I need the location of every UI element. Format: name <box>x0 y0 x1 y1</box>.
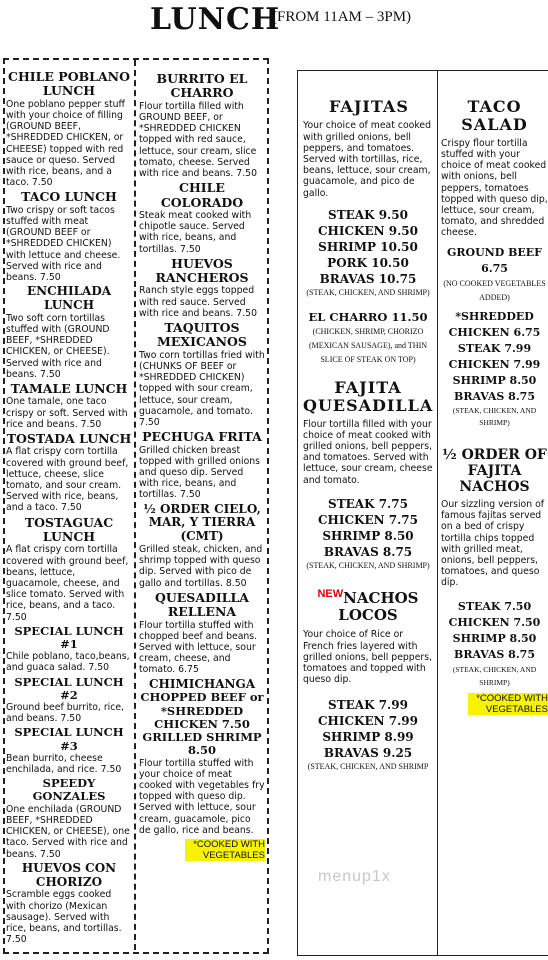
fajitas-column-divider <box>437 70 438 956</box>
item-title: NACHOS <box>343 588 419 607</box>
bravas-note: (STEAK, CHICKEN, AND SHRIMP) <box>306 560 430 570</box>
price-shredded-chicken: *SHREDDED CHICKEN 6.75 <box>448 309 541 339</box>
item-title: CHIMICHANGA <box>148 676 256 691</box>
item-title: ½ ORDER OF <box>442 446 547 463</box>
item-desc: Scramble eggs cooked with chorizo (Mexican sausage). Served with rice, beans, and tortillas. 7.50 <box>6 889 122 946</box>
price-shrimp: SHRIMP 8.50 <box>452 631 537 645</box>
cooked-with-vegetables-note: *COOKED WITH VEGETABLES <box>468 693 548 715</box>
lunch-column-divider <box>134 60 136 950</box>
price-chicken: CHICKEN 7.99 <box>317 714 418 729</box>
item-desc: Flour tortilla filled with GROUND BEEF, or *SHREDDED CHICKEN topped with red sauce, lettuce, sour cream, slice tomato, cheese. Served with rice and beans. 7.50 <box>139 100 257 179</box>
menu-item-nachos-locos <box>303 588 433 774</box>
price-shrimp: SHRIMP 8.50 <box>452 373 537 387</box>
item-title: RANCHEROS <box>155 270 249 286</box>
menu-header <box>0 0 548 40</box>
item-desc: One tamale, one taco crispy or soft. Served with rice and beans. 7.50 <box>6 396 128 430</box>
item-title: LOCOS <box>338 606 398 625</box>
item-desc: A flat crispy corn tortilla covered with ground beef, lettuce, cheese, slice tomato, and sour cream. Served with rice, beans, and a taco. 7.50 <box>6 446 129 514</box>
item-desc: Your choice of meat cooked with grilled onions, bell peppers, and tomatoes. Served with tortillas, rice, beans, lettuce, sour cream, guacamole, and pico de gallo. <box>303 120 432 199</box>
price-bravas: BRAVAS 8.75 <box>454 647 535 661</box>
bravas-note: (STEAK, CHICKEN, AND SHRIMP) <box>306 287 430 297</box>
item-desc: One enchilada (GROUND BEEF, *SHREDDED CHICKEN, or CHEESE), one taco. Served with rice and beans. 7.50 <box>6 803 130 860</box>
menu-item-chile-poblano <box>6 70 132 188</box>
cooked-with-vegetables-note: *COOKED WITH VEGETABLES <box>185 839 265 861</box>
item-title: LUNCH <box>42 528 96 544</box>
item-desc: A flat crispy corn tortilla covered with ground beef, beans, lettuce, guacamole, cheese, and slice tomato. Served with rice, beans, and a taco. 7.50 <box>6 544 129 623</box>
el-charro-block <box>303 309 433 367</box>
menu-item-chile-colorado <box>139 181 265 255</box>
item-desc: Flour tortilla filled with your choice of meat cooked with grilled onions, bell peppers, and tomatoes. Served with lettuce, sour cream, cheese and tomato. <box>303 418 433 486</box>
menu-item-pechuga-frita <box>139 430 265 500</box>
item-desc: One poblano pepper stuff with your choice of filling (GROUND BEEF, *SHREDDED CHICKEN, or CHEESE) topped with red sauce or queso. Served with rice, beans, and a taco. 7.50 <box>6 98 125 189</box>
price-bravas: BRAVAS 8.75 <box>323 544 413 559</box>
price-shrimp: SHRIMP 8.99 <box>322 730 414 745</box>
item-title: SALAD <box>461 115 528 135</box>
item-desc: Two crispy or soft tacos stuffed with meat (GROUND BEEF or *SHREDDED CHICKEN) with lettuce and cheese. Served with rice and beans. 7.50 <box>6 204 121 283</box>
item-title: NACHOS <box>459 478 530 495</box>
menu-item-speedy-gonzales <box>6 777 132 859</box>
price-pork: PORK 10.50 <box>327 255 409 270</box>
menu-item-quesadilla-rellena <box>139 591 265 676</box>
item-title: TAMALE LUNCH <box>10 380 128 396</box>
item-option: GRILLED SHRIMP <box>142 730 262 745</box>
item-title: FAJITA <box>334 377 402 397</box>
price-chicken: CHICKEN 7.50 <box>448 615 541 629</box>
menu-item-enchilada-lunch <box>6 285 132 380</box>
item-title: QUESADILLA <box>154 589 249 605</box>
item-title: LUNCH <box>42 83 96 99</box>
price-shrimp: SHRIMP 10.50 <box>318 239 418 254</box>
item-title: CHILE COLORADO <box>160 180 244 210</box>
bravas-note: SHRIMP) <box>479 677 510 687</box>
price-list <box>441 309 548 429</box>
watermark: menup1x <box>318 868 391 885</box>
item-desc: Steak meat cooked with chipotle sauce. Served with rice, beans, and tortillas. 7.50 <box>139 209 252 255</box>
menu-item-tostada-lunch <box>6 432 132 514</box>
menu-item-taco-lunch <box>6 190 132 283</box>
menu-item-huevos-chorizo <box>6 862 132 946</box>
item-title: FAJITAS <box>329 98 409 116</box>
item-title: ½ ORDER CIELO, <box>143 501 261 516</box>
price-steak: STEAK 7.99 <box>457 341 532 355</box>
fajitas-column-right <box>441 98 548 954</box>
page-title: LUNCH <box>150 2 281 37</box>
item-title: TOSTAGUAC <box>24 514 114 530</box>
item-title: SPEEDY GONZALES <box>32 776 106 804</box>
price-steak: STEAK 7.75 <box>328 496 408 511</box>
el-charro-note: (MEXICAN SAUSAGE), and THIN <box>308 340 428 350</box>
bravas-note: (STEAK, CHICKEN, AND <box>452 664 537 674</box>
item-title: QUESADILLA <box>303 396 433 416</box>
item-option: CHOPPED BEEF or <box>140 690 264 705</box>
menu-item-taquitos <box>139 321 265 428</box>
menu-item-tamale-lunch <box>6 382 132 430</box>
item-option: CHICKEN 7.50 <box>154 716 250 731</box>
price-bravas: BRAVAS 10.75 <box>319 271 417 286</box>
item-option: *SHREDDED <box>160 703 244 718</box>
item-desc: Your choice of Rice or French fries layered with grilled onions, bell peppers, tomatoes and topped with queso dip. <box>303 629 433 686</box>
menu-item-burrito-charro <box>139 72 265 179</box>
item-title: MAR, Y TIERRA <box>148 515 256 530</box>
price-list <box>441 599 548 689</box>
item-title: CHORIZO <box>35 874 103 889</box>
item-desc: Grilled chicken breast topped with grilled onions and queso dip. Served with rice, beans, and tortillas. 7.50 <box>139 444 261 501</box>
price-list <box>303 697 433 773</box>
menu-item-chimichanga <box>139 678 265 836</box>
item-title: MEXICANOS <box>157 334 247 350</box>
menu-item-fajitas <box>303 98 433 367</box>
item-desc: Two corn tortillas fried with (CHUNKS OF BEEF or *SHREDDED CHICKEN) topped with sour cream, lettuce, sour cream, guacamole, and tomato. 7.50 <box>139 349 265 429</box>
item-desc: Ranch style eggs topped with red sauce. Served with rice and beans. 7.50 <box>139 285 257 319</box>
price-ground-beef: 6.75 <box>481 261 508 275</box>
price-ground-beef-label: GROUND BEEF <box>446 245 542 259</box>
item-title: ENCHILADA LUNCH <box>26 284 112 312</box>
item-title: FAJITA <box>467 462 522 479</box>
price-bravas: BRAVAS 8.75 <box>454 389 535 403</box>
item-desc: Our sizzling version of famous fajitas served on a bed of crispy tortilla chips topped with grilled meat, onions, bell peppers, tomatoes, and queso dip. <box>441 498 545 589</box>
item-title: HUEVOS <box>171 255 233 271</box>
item-title: TOSTADA LUNCH <box>6 430 132 446</box>
item-title: CHILE POBLANO <box>8 70 130 84</box>
lunch-hours: (FROM 11AM – 3PM) <box>272 9 412 25</box>
lunch-column-right <box>139 72 265 950</box>
item-title: SPECIAL LUNCH #3 <box>14 725 124 753</box>
item-desc: Flour tortilla stuffed with your choice of meat cooked with vegetables fry topped with queso dip. Served with lettuce, sour cream, guacamole, pico de gallo, rice and beans. <box>139 757 265 836</box>
menu-item-tostaguac-lunch <box>6 516 132 623</box>
cooked-with-vegetables-note-wrap <box>441 693 548 716</box>
item-title: TACO LUNCH <box>21 189 117 205</box>
menu-item-cmt <box>139 503 265 589</box>
price-chicken: CHICKEN 7.99 <box>448 357 541 371</box>
price-el-charro: EL CHARRO 11.50 <box>308 309 428 324</box>
price-bravas: BRAVAS 9.25 <box>323 746 413 761</box>
price-steak: STEAK 9.50 <box>328 207 408 222</box>
item-title: RELLENA <box>167 604 237 620</box>
new-badge: NEW <box>317 587 344 600</box>
item-title: HUEVOS CON <box>21 860 117 875</box>
item-title-row <box>303 588 433 607</box>
menu-item-huevos-rancheros <box>139 257 265 319</box>
item-desc: Two soft corn tortillas stuffed with (GROUND BEEF, *SHREDDED CHICKEN, or CHEESE). Served with rice and beans. 7.50 <box>6 312 110 380</box>
el-charro-note: (CHICKEN, SHRIMP, CHORIZO <box>312 326 424 336</box>
bravas-note: (STEAK, CHICKEN, AND SHRIMP <box>307 762 429 772</box>
item-title: SPECIAL LUNCH #2 <box>14 674 124 702</box>
lunch-column-left <box>6 70 132 950</box>
item-option: 8.50 <box>187 743 216 758</box>
price-list <box>303 207 433 299</box>
item-title: PECHUGA FRITA <box>142 429 262 445</box>
item-title: SPECIAL LUNCH #1 <box>14 623 124 651</box>
fajitas-column-left <box>303 98 433 954</box>
bravas-note: (STEAK, CHICKEN, AND SHRIMP) <box>452 405 537 427</box>
item-desc: Crispy flour tortilla stuffed with your choice of meat cooked with onions, bell peppers, tomatoes topped with queso dip, lettuce, sour cream, tomato, and shredded cheese. <box>441 137 548 239</box>
item-title: CHARRO <box>170 85 234 101</box>
el-charro-note: SLICE OF STEAK ON TOP) <box>320 354 416 364</box>
item-title: TACO <box>467 98 522 116</box>
menu-item-taco-salad <box>441 98 548 429</box>
item-desc: Bean burrito, cheese enchilada, and rice. 7.50 <box>6 752 122 776</box>
item-desc: Ground beef burrito, rice, and beans. 7.50 <box>6 702 125 725</box>
no-vegetables-note: (NO COOKED VEGETABLES ADDED) <box>443 278 546 302</box>
cooked-with-vegetables-note-wrap <box>139 839 265 862</box>
price-chicken: CHICKEN 9.50 <box>317 223 418 238</box>
item-desc: Grilled steak, chicken, and shrimp topped with queso dip. Served with pico de gallo and tortillas. 8.50 <box>139 544 263 589</box>
price-shrimp: SHRIMP 8.50 <box>322 528 414 543</box>
price-list <box>303 496 433 572</box>
menu-item-special-1 <box>6 625 132 674</box>
item-title: BURRITO EL <box>156 72 248 86</box>
price-chicken: CHICKEN 7.75 <box>317 512 418 527</box>
price-steak: STEAK 7.99 <box>328 698 408 713</box>
item-desc: Flour tortilla stuffed with chopped beef and beans. Served with lettuce, sour cream, cheese, and tomato. 6.75 <box>139 619 258 676</box>
menu-item-special-2 <box>6 676 132 725</box>
item-title: (CMT) <box>180 529 224 544</box>
menu-item-half-fajita-nachos <box>441 447 548 716</box>
item-title: TAQUITOS <box>164 320 240 336</box>
price-steak: STEAK 7.50 <box>457 599 532 613</box>
menu-item-fajita-quesadilla <box>303 379 433 572</box>
menu-item-special-3 <box>6 726 132 775</box>
item-desc: Chile poblano, taco,beans, and guaca salad. 7.50 <box>6 651 130 674</box>
